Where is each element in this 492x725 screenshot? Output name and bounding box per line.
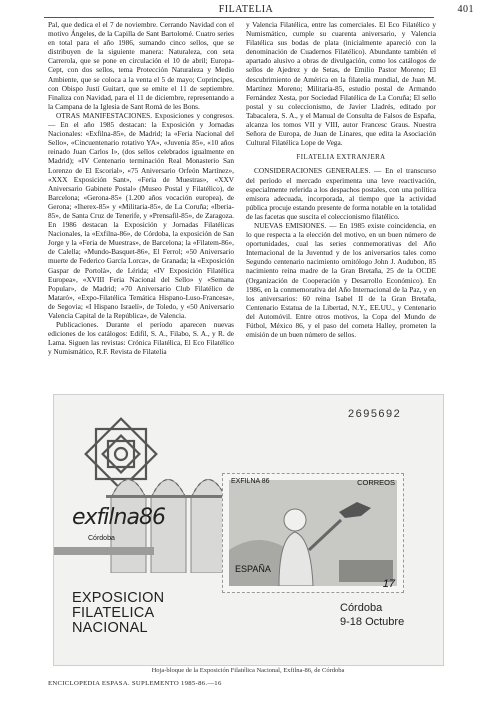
left-paragraph: Publicaciones. Durante el período aparecen nuevas ediciones de los catálogos: Edifil, S. A., Filabo, S. A., y R. de Lama. Siguen las revistas: Crónica Filatélica, El Eco Filatélico y Numismático, R.F. Revista de Filatelia [48, 320, 234, 357]
running-title: FILATELIA [218, 4, 274, 15]
left-paragraph: OTRAS MANIFESTACIONES. Exposiciones y congresos. — En el año 1985 destacan: la Exposición y Jornadas Nacionales: «Exfilna-85», de Madrid; la «Feria Nacional del Sello», «Cincuentenario rotativo YA», «Juvenia 85», «10 años reinado Juan Carlos I», (dos sellos celebrados igualmente en Madrid); «IV Centenario terminación Real Monasterio San Lorenzo de El Escorial», «75 Aniversario Orfeón Martínez», «XXX Exposición Sant», «Feria de Muestras», «XXV Aniversario Gabinete Postal» (Museo Postal y Filatélico), de Barcelona; «Gerona-85» (1.200 años vocación europea), de Gerona; «Iherex-85» y «Militaria-85», de La Coruña; «Iberia-85», de Santa Cruz de Tenerife, y «Prensafil-85», de Zaragoza. En 1986 destacan la Exposición y Jornadas Filatélicas Nacionales, la «Exfilna-86», de Córdoba, la exposición de San Jorge y la «Feria de Muestras», de Barcelona; la «Filatem-86», de Calella; «Mundo-Basquet-86», El Ferrol; «50 Aniversario muerte de Federico García Lorca», de Granada; la «Exposición Gaspar de Portolà», de Lérida; «IV Exposición Filatélica Europea», «XVIII Feria Nacional del Sello» y «Semana Popular», de Madrid; «70 Aniversario Club Filatélico de Mataró», «Expo-Filatélica Temática Hispano-Luso-Francesa», de Segovia; «I Hispano Israelí», de Toledo, y «50 Aniversario Valencia Capital de la República», de Valencia. [48, 110, 234, 320]
decorative-ribbon [54, 547, 154, 555]
figure-caption: Hoja-bloque de la Exposición Filatélica Nacional, Exfilna-86, de Córdoba [151, 667, 345, 674]
exposition-line: NACIONAL [72, 620, 148, 636]
stamp-value: 17 [382, 578, 395, 590]
page-header [10, 4, 482, 18]
postage-stamp [222, 473, 404, 593]
stamp-label-country: ESPAÑA [235, 564, 271, 574]
right-column [246, 20, 436, 402]
right-paragraph: CONSIDERACIONES GENERALES. — En el transcurso del período el mercado experimenta una leve reactivación, especialmente referida a los despachos postales, con una política emisora adecuada, incorporada, al tiempo que la actividad pública procuje estando presente de forma notable en la totalidad de las facetas que suscita el coleccionismo filatélico. [246, 166, 436, 221]
exposition-line: FILATELICA [72, 605, 155, 621]
stamp-label-correos: CORREOS [357, 478, 395, 487]
exposition-line: EXPOSICION [72, 590, 165, 606]
logo-city: Córdoba [88, 535, 115, 542]
page-number: 401 [457, 4, 474, 15]
exposition-title [72, 591, 164, 636]
stamp-label-exfilna: EXFILNA 86 [231, 478, 270, 485]
right-paragraph: NUEVAS EMISIONES. — En 1985 existe coincidencia, en lo que respecta a la elección del motivo, en un buen número de oportunidades, cual las series conmemorativas del Año Internacional de la Juventud y de los aniversarios tales como Segundo centenario nacimiento ornitólogo John J. Audubon, 85 nacimiento reina madre de la Gran Bretaña, 25 de la OCDE (Organización de Cooperación y Desarrollo Económico). En 1986, en la conmemorativa del Año Internacional de la Paz, y en los aniversarios: 60 reina Isabel II de la Gran Bretaña, Centenario Estatua de la Libertad, N.Y., EE.UU., y Centenario del Automóvil. Entre otros motivos, la Copa del Mundo de Fútbol, México 86, y el paso del cometa Halley, prometen la emisión de un buen número de sellos. [246, 220, 436, 340]
section-heading: FILATELIA EXTRANJERA [296, 154, 386, 162]
venue-info [340, 601, 404, 629]
exfilna-logo: exfilna86 [72, 505, 165, 530]
serial-number: 2695692 [347, 409, 401, 421]
left-paragraph: Pal, que dedica el el 7 de noviembre. Cerrando Navidad con el motivo Ángeles, de la Capilla de Sant Bartolomé. Cuatro series en total para el año 1986, sumando cinco sellos, que se distribuyen de la siguiente manera: Naturaleza, con seta Carrerola, que se pone en circulación el 10 de abril; Europa-Cept, con dos sellos, tema Protección Naturaleza y Medio Ambiente, que se coloca a la venta el 5 de mayo; Coprincipes, con Obispo Justí Guitart, que se emite el 11 de septiembre. Finaliza con Navidad, para el 11 de diciembre, representando a la Campana de la Iglesia de Sant Romà de les Bons. [48, 20, 234, 111]
header-rule [44, 17, 434, 18]
right-paragraph: y Valencia Filatélica, entre las comerciales. El Eco Filatélico y Numismático, cumple su cuarenta aniversario, y Valencia Filatélica sus bodas de plata (inicialmente apareció con la denominación de Cuadernos Filatélico). Abundante también el apartado alusivo a obras de divulgación, como los catálogos de sellos de Ajedrez y de Setas, de Emilio Pastor Moreno; El descubrimiento de América en la filatelia mundial, de Juan M. Martínez Moreno; Militaria-85, estudio postal de Armando Fernández Xesta, por Sociedad Filatélica de La Coruña; El sello postal y su coleccionismo, de Javier Lladrés, editado por Tabacalera, S. A., y el Manual de Consulta de Falsos de España, alcanza los tomos VII y VIII, autor Francesc Graus. Nuestra Señora de Europa, de Juan de Linares, que edita la Asociación Cultural Filatélica Lope de Vega. [246, 20, 436, 148]
souvenir-sheet-image [53, 394, 444, 666]
page-footer: ENCICLOPEDIA ESPASA. SUPLEMENTO 1985-86.—16 [48, 680, 222, 687]
venue-dates: 9-18 Octubre [340, 616, 405, 628]
venue-city: Córdoba [340, 602, 383, 614]
left-column [48, 20, 234, 400]
